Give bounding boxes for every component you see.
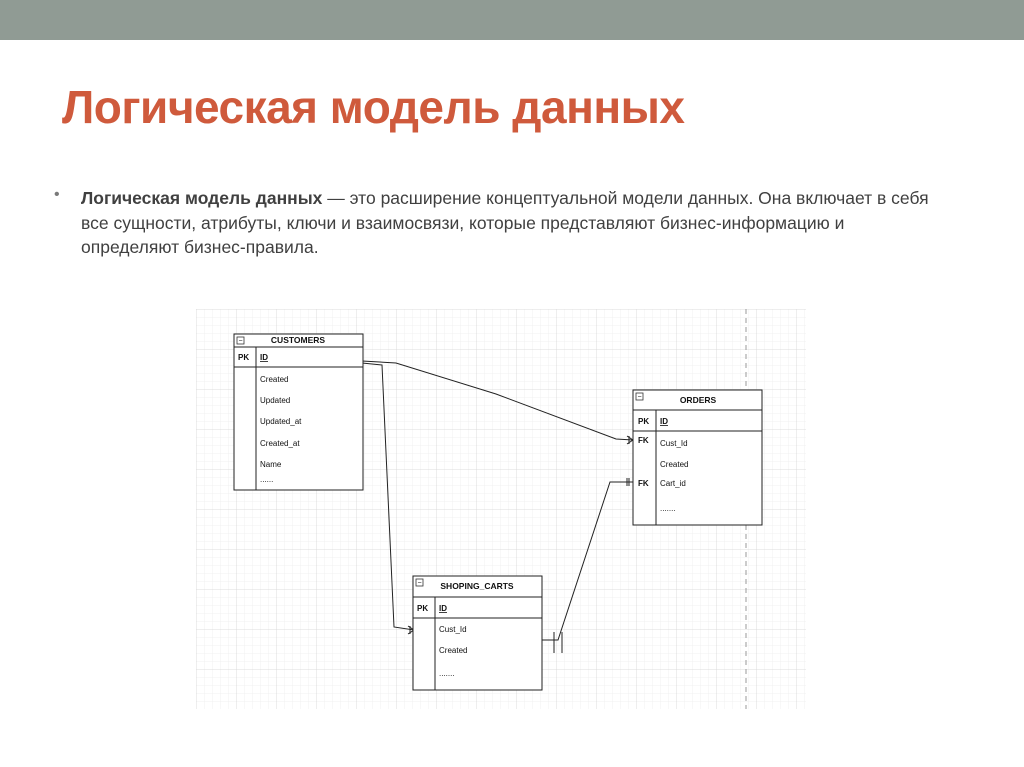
field-created-at: Created_at: [260, 439, 300, 448]
field-name: Name: [260, 460, 282, 469]
field-updated-at: Updated_at: [260, 417, 302, 426]
field-cust-id: Cust_Id: [660, 439, 688, 448]
bullet-text: [81, 186, 931, 260]
entity-title: SHOPING_CARTS: [440, 581, 514, 591]
key-label: FK: [638, 436, 649, 445]
entity-title: ORDERS: [679, 395, 717, 405]
field-ellipsis: .......: [660, 504, 676, 513]
key-label: PK: [638, 417, 650, 426]
field-updated: Updated: [260, 396, 291, 405]
field-id: ID: [439, 604, 447, 613]
field-id: ID: [260, 353, 268, 362]
top-accent-bar: [0, 0, 1024, 40]
bullet-term: Логическая модель данных: [81, 188, 323, 208]
collapse-glyph: −: [417, 580, 422, 587]
key-label: FK: [638, 479, 649, 488]
entity-shoping-carts[interactable]: [413, 576, 542, 690]
field-id: ID: [660, 417, 668, 426]
field-created: Created: [660, 460, 689, 469]
er-diagram: [196, 309, 806, 709]
bullet-definition: — это расширение концептуальной модели данных. Она включает в себя все сущности, атрибуты, ключи и взаимосвязи, которые представляют бизнес-информацию и определяют бизнес-правила.: [81, 188, 929, 257]
entity-frame: [413, 576, 542, 690]
key-label: PK: [417, 604, 429, 613]
entity-customers[interactable]: [234, 334, 363, 490]
field-ellipsis: ......: [260, 475, 274, 484]
field-cust-id: Cust_Id: [439, 625, 467, 634]
bullet-dot-icon: •: [54, 186, 60, 203]
slide-title: Логическая модель данных: [62, 81, 685, 133]
field-ellipsis: .......: [439, 669, 455, 678]
entity-orders[interactable]: [633, 390, 762, 525]
field-created: Created: [439, 646, 468, 655]
key-label: PK: [238, 353, 250, 362]
entity-frame: [234, 334, 363, 490]
er-diagram-canvas: [196, 309, 806, 709]
field-cart-id: Cart_id: [660, 479, 686, 488]
collapse-glyph: −: [637, 394, 642, 401]
entity-title: CUSTOMERS: [270, 335, 326, 345]
field-created: Created: [260, 375, 289, 384]
collapse-glyph: −: [238, 338, 243, 345]
